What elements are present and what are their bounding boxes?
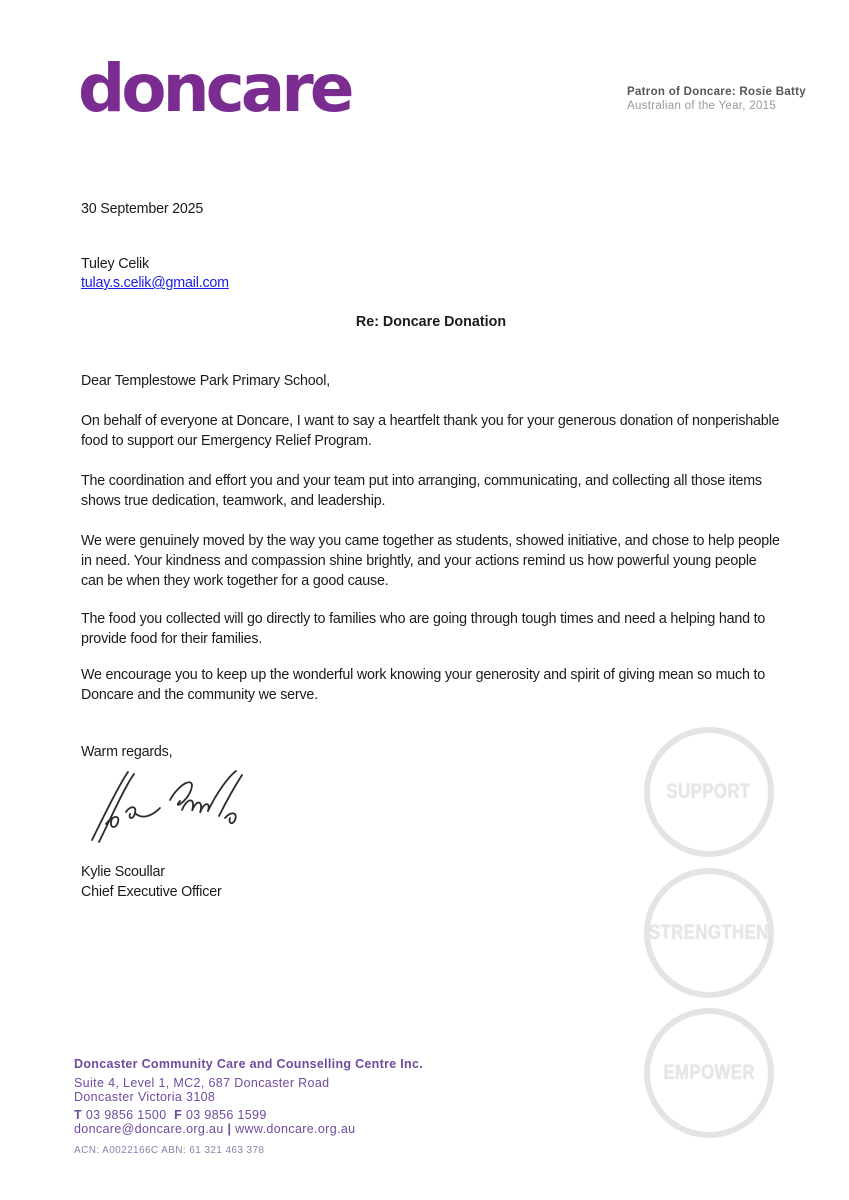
- signature-image: [82, 764, 252, 849]
- footer-block: [74, 1057, 423, 1158]
- footer-registration: ACN: A0022166C ABN: 61 321 463 378: [74, 1145, 265, 1156]
- signatory-title: Chief Executive Officer: [81, 884, 222, 900]
- recipient-email-row: [81, 273, 781, 293]
- signatory-name: Kylie Scoullar: [81, 864, 165, 880]
- signature-scribble: [82, 764, 252, 849]
- footer-email-web-row: [74, 1122, 423, 1136]
- footer-org-name: Doncaster Community Care and Counselling Centre Inc.: [74, 1057, 423, 1071]
- phone-label: T: [74, 1108, 82, 1122]
- recipient-name: Tuley Celik: [81, 256, 149, 272]
- footer-email: doncare@doncare.org.au: [74, 1122, 224, 1136]
- paragraph-2: The coordination and effort you and your team put into arranging, communicating, and collecting all those items shows true dedication, teamwork, and leadership.: [81, 473, 762, 509]
- paragraph-3: We were genuinely moved by the way you came together as students, showed initiative, and chose to help people in need. Your kindness and compassion shine brightly, and your actions remind us how powerful young people can be when they work together for a good cause.: [81, 533, 780, 589]
- patron-subtitle: Australian of the Year, 2015: [627, 100, 777, 112]
- footer-phone-fax-row: [74, 1108, 423, 1122]
- doncare-logo: doncare: [78, 50, 351, 127]
- watermark-strengthen-circle: [644, 868, 774, 998]
- footer-website: www.doncare.org.au: [235, 1122, 356, 1136]
- paragraph-1: On behalf of everyone at Doncare, I want to say a heartfelt thank you for your generous donation of nonperishable food to support our Emergency Relief Program.: [81, 413, 780, 449]
- watermark-strengthen-label: STRENGTHEN: [649, 921, 769, 944]
- fax-label: F: [174, 1108, 183, 1122]
- watermark-support-label: SUPPORT: [666, 780, 751, 803]
- paragraph-5: We encourage you to keep up the wonderful work knowing your generosity and spirit of giving mean so much to Doncare and the community we serve.: [81, 667, 766, 703]
- subject-line: Re: Doncare Donation: [355, 314, 507, 330]
- watermark-empower-circle: [644, 1008, 774, 1138]
- closing-line: Warm regards,: [81, 744, 173, 760]
- footer-address-line1: Suite 4, Level 1, MC2, 687 Doncaster Road: [74, 1076, 330, 1090]
- patron-block: [627, 85, 806, 113]
- recipient-email-link[interactable]: tulay.s.celik@gmail.com: [81, 275, 229, 291]
- patron-name: Patron of Doncare: Rosie Batty: [627, 86, 806, 98]
- letter-date: 30 September 2025: [81, 201, 204, 217]
- footer-separator: |: [227, 1122, 232, 1136]
- salutation: Dear Templestowe Park Primary School,: [81, 373, 330, 389]
- paragraph-4: The food you collected will go directly to families who are going through tough times and need a helping hand to provide food for their families.: [81, 611, 766, 647]
- watermark-support-circle: [644, 727, 774, 857]
- phone-number: 03 9856 1500: [85, 1108, 167, 1122]
- footer-address-line2: Doncaster Victoria 3108: [74, 1090, 216, 1104]
- watermark-empower-label: EMPOWER: [663, 1061, 755, 1084]
- fax-number: 03 9856 1599: [185, 1108, 267, 1122]
